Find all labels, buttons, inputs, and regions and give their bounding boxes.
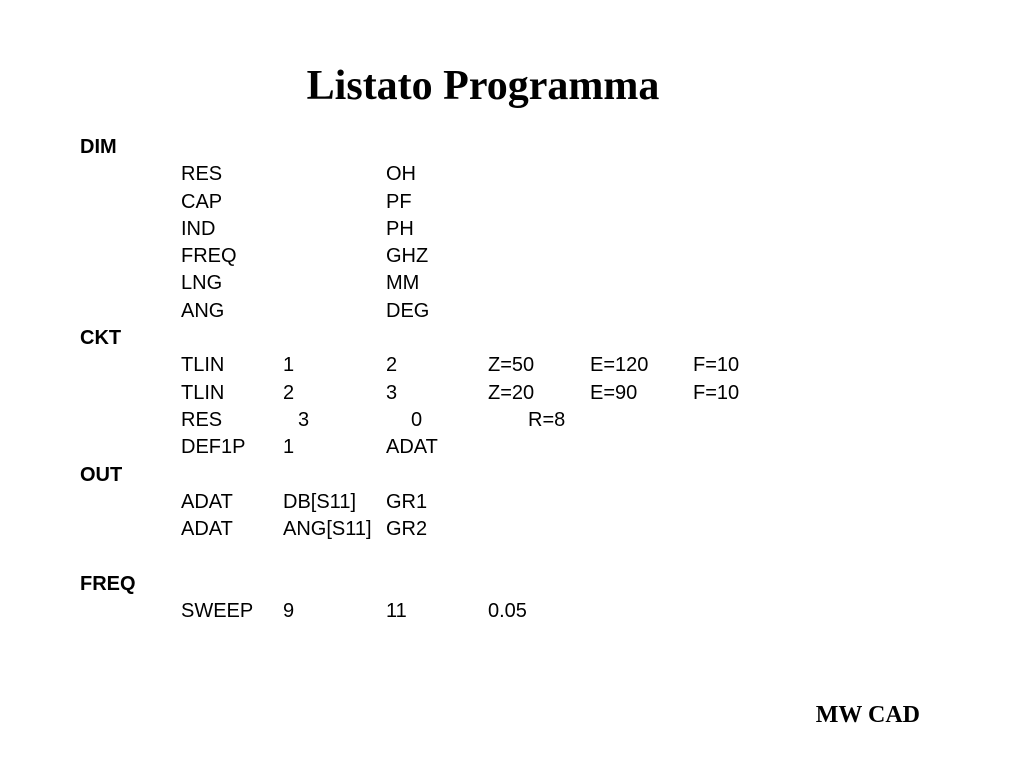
ckt-element: TLIN bbox=[181, 381, 225, 404]
dim-unit: GHZ bbox=[386, 245, 429, 268]
program-listing bbox=[80, 134, 740, 625]
ckt-node: 1 bbox=[283, 354, 295, 377]
out-quantity: ANG[S11] bbox=[283, 518, 372, 541]
ckt-row-tlin-2 bbox=[80, 380, 740, 407]
ckt-element: TLIN bbox=[181, 354, 225, 377]
out-source: ADAT bbox=[181, 490, 233, 513]
dim-keyword: RES bbox=[181, 163, 223, 186]
ckt-node: 0 bbox=[411, 408, 423, 431]
ckt-param: Z=50 bbox=[488, 354, 535, 377]
dim-row-lng bbox=[80, 270, 420, 297]
out-graph: GR1 bbox=[386, 490, 428, 513]
ckt-param: F=10 bbox=[693, 354, 740, 377]
ckt-param: E=90 bbox=[590, 381, 638, 404]
dim-row-ind bbox=[80, 216, 414, 243]
ckt-param: F=10 bbox=[693, 381, 740, 404]
out-row-2 bbox=[80, 516, 428, 543]
ckt-param: Z=20 bbox=[488, 381, 535, 404]
out-quantity: DB[S11] bbox=[283, 490, 356, 513]
section-heading-out: OUT bbox=[80, 463, 123, 486]
ckt-row-res bbox=[80, 407, 566, 434]
dim-row-ang bbox=[80, 298, 430, 325]
dim-row-res bbox=[80, 161, 416, 188]
ckt-node: 1 bbox=[283, 436, 295, 459]
dim-row-cap bbox=[80, 189, 412, 216]
freq-command: SWEEP bbox=[181, 600, 254, 623]
page-title: Listato Programma bbox=[306, 63, 660, 109]
dim-unit: PH bbox=[386, 217, 414, 240]
footer-label: MW CAD bbox=[815, 702, 920, 728]
ckt-node: 3 bbox=[386, 381, 398, 404]
dim-keyword: CAP bbox=[181, 190, 223, 213]
dim-row-freq bbox=[80, 243, 429, 270]
freq-start: 9 bbox=[283, 600, 295, 623]
dim-unit: DEG bbox=[386, 299, 430, 322]
ckt-param: ADAT bbox=[386, 436, 438, 459]
ckt-element: DEF1P bbox=[181, 436, 246, 459]
dim-unit: OH bbox=[386, 163, 416, 186]
dim-unit: PF bbox=[386, 190, 412, 213]
dim-keyword: IND bbox=[181, 217, 216, 240]
dim-keyword: LNG bbox=[181, 272, 223, 295]
out-source: ADAT bbox=[181, 518, 233, 541]
freq-stop: 11 bbox=[386, 600, 407, 623]
ckt-node: 3 bbox=[298, 408, 310, 431]
section-heading-ckt: CKT bbox=[80, 327, 122, 350]
ckt-param: E=120 bbox=[590, 354, 649, 377]
out-row-1 bbox=[80, 489, 428, 516]
ckt-row-def1p bbox=[80, 434, 438, 461]
dim-unit: MM bbox=[386, 272, 420, 295]
section-heading-freq: FREQ bbox=[80, 572, 136, 595]
dim-keyword: FREQ bbox=[181, 245, 237, 268]
ckt-node: 2 bbox=[386, 354, 398, 377]
dim-keyword: ANG bbox=[181, 299, 225, 322]
out-graph: GR2 bbox=[386, 518, 428, 541]
section-heading-dim: DIM bbox=[80, 136, 117, 158]
ckt-node: 2 bbox=[283, 381, 295, 404]
ckt-element: RES bbox=[181, 408, 223, 431]
spacer bbox=[80, 543, 136, 570]
ckt-row-tlin-1 bbox=[80, 352, 740, 379]
freq-row-sweep bbox=[80, 598, 527, 625]
ckt-param: R=8 bbox=[528, 408, 566, 431]
freq-step: 0.05 bbox=[488, 600, 527, 623]
